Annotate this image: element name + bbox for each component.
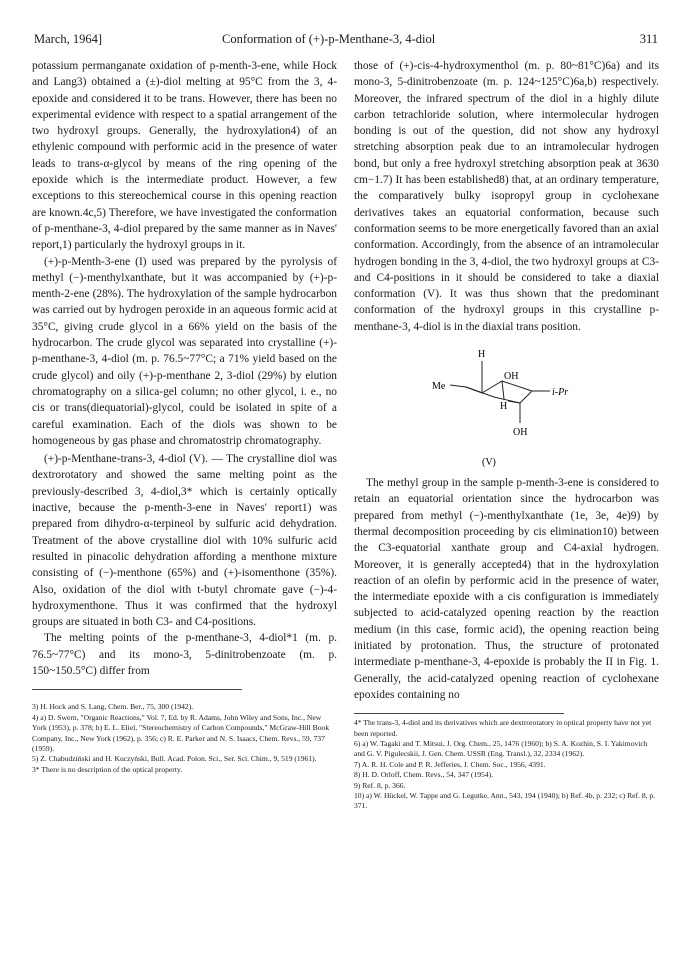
footnote-rule [32, 689, 242, 690]
atom-label: OH [504, 371, 519, 383]
page-number: 311 [639, 32, 658, 46]
right-column [354, 58, 659, 812]
footnote: 5) Z. Chabudziński and H. Kuczyński, Bull. Acad. Polon. Sci., Ser. Sci. Chim., 9, 519 (1961). [32, 754, 317, 764]
paragraph: (+)-p-Menth-3-ene (I) used was prepared by the pyrolysis of methyl (−)-menthylxanthate, but it was accompanied by (+)-p-menth-2-ene (28%). The hydroxylation of the sample hydrocarbon was carried out by hydrogen peroxide in an aqueous formic acid at 35°C, giving crude glycol in a 66% yield on the basis of the hydrocarbon. The crude glycol was separated into crystalline (+)-p-menthane-3, 4-diol (m. p. 76.5~77°C; a 71% yield based on the crude glycol) and oily (+)-p-menthane 2, 3-diol (29%) by elution chromatography on a silica-gel column; no other glycol, i. e., no cis or trans(diequatorial)-glycol, could be isolated in spite of a careful examination. Each of the diols was shown to be homogeneous by gas phase and chromatostrip chromatography. [32, 255, 337, 447]
structure-figure [354, 341, 659, 471]
paragraph: The melting points of the p-menthane-3, 4-diol*1 (m. p. 76.5~77°C) and its mono-3, 5-dinitrobenzoate (m. p. 150~150.5°C) differ from [32, 632, 337, 677]
compound-label: (V) [482, 457, 496, 469]
running-title: Conformation of (+)-p-Menthane-3, 4-diol [222, 32, 436, 46]
atom-label: i-Pr [552, 387, 569, 399]
atom-label: H [500, 401, 508, 413]
footnote: 8) H. D. Orloff, Chem. Revs., 54, 347 (1954). [354, 770, 494, 780]
footnotes [32, 702, 337, 775]
chair-ring [450, 361, 550, 423]
footnote: 6) a) W. Tagaki and T. Mitsui, J. Org. Chem., 25, 1476 (1960); b) S. A. Kozhin, S. I. Yakimovich and G. V. Pigulecskii, J. Gen. Chem. USSR (Eng. Transl.), 32, 2334 (1962). [354, 739, 648, 759]
footnote: 3* There is no description of the optical property. [32, 764, 183, 774]
footnotes [354, 718, 659, 812]
section-paragraph: (+)-p-Menthane-trans-3, 4-diol (V). — The crystalline diol was dextrorotatory and showed the same melting point as the previously-described 3, 4-diol,3* which is certainly optically inactive, because the p-menth-3-ene in Naves' report1) was prepared from dihydro-α-terpineol by sulfuric acid dehydration. Treatment of the above crystalline diol with 10% sulfuric acid resulted in pinacolic dehydration affording a menthone mixture consisting of (−)-menthone (65%) and (+)-isomenthone (35%). Also, oxidation of the diol with t-butyl chromate gave (−)-4-hydroxymenthone. Thus it was confirmed that the hydroxyl groups are situated in both C3- and C4-positions. [32, 453, 337, 629]
running-header [30, 32, 658, 52]
atom-label: OH [513, 427, 528, 439]
footnote: 9) Ref. 8, p. 366. [354, 780, 406, 790]
paragraph: those of (+)-cis-4-hydroxymenthol (m. p. 80~81°C)6a) and its mono-3, 5-dinitrobenzoate (m. p. 124~125°C)6a,b) respectively. Moreover, the infrared spectrum of the diol in a highly dilute carbon tetrachloride solution, where intermolecular hydrogen bonding is out of the question, did not show any hydroxyl stretching absorption peak due to an intramolecular hydrogen bond, but only a free hydroxyl stretching absorption peak at 3630 cm−1.7) It has been established8) that, at an ordinary temperature, the comparatively bulky isopropyl group in cyclohexane derivatives takes an equatorial conformation, because such conformation seems to be more energetically favored than an axial conformation. Accordingly, from the absence of an intramolecular hydrogen bonding in the 3, 4-diol, the two hydroxyl groups at C3- and C4-positions in it should be considered to take a diaxial conformation (V). It was thus shown that the predominant conformation of the hydroxyl groups in this crystalline p-menthane-3, 4-diol is in the diaxial trans position. [354, 60, 659, 333]
footnote: 4) a) D. Swern, "Organic Reactions," Vol. 7, Ed. by R. Adams, John Wiley and Sons, Inc., New York (1953), p. 378; b) E. L. Eliel, "Stereochemistry of Carbon Compounds," McGraw-Hill Book Company, Inc., New York (1962), p. 356; c) R. E. Parker and N. S. Isaacs, Chem. Revs., 59, 737 (1959). [32, 712, 330, 753]
atom-label: Me [432, 381, 446, 393]
footnote: 4* The trans-3, 4-diol and its derivatives which are dextrorotatory in optical property have not yet been reported. [354, 718, 652, 738]
paragraph: potassium permanganate oxidation of p-menth-3-ene, while Hock and Lang3) obtained a (±)-diol melting at 95°C from the 3, 4-epoxide and considered it to be trans. However, there has been no experimental evidence with respect to a spatial arrangement of the two hydroxyl groups. Generally, the hydroxylation4) of an ethylenic compound with performic acid in the presence of water leads to trans-α-glycol by means of the ring opening of the epoxide which is the intermediate product. However, a few exceptions to this stereochemical course in this opening reaction are known.4c,5) Therefore, we have investigated the conformation of p-menthane-3, 4-diol prepared by the same manner as in Naves' report,1) particularly the hydroxyl groups in it. [32, 60, 337, 252]
footnote: 3) H. Hock and S. Lang, Chem. Ber., 75, 300 (1942). [32, 702, 194, 712]
paragraph: The methyl group in the sample p-menth-3-ene is considered to retain an equatorial orientation since the hydrocarbon was prepared from methyl (−)-menthylxanthate (1e, 3e, 4e)9) by thermal decomposition proceeding by cis elimination10) between the C3-equatorial xanthate group and C4-axial hydrogen. Moreover, it is generally accepted4) that in the hydroxylation reaction of an olefin by performic acid in the presence of water, the intermediate epoxide with a cis configuration is immediately subjected to acid-catalyzed opening reaction by the reaction medium (in this case, formic acid), the opening reaction being initiated by protonation. Thus, the structure of protonated intermediate p-menthane-3, 4-epoxide is probably the II in Fig. 1. Generally, the acid-catalyzed opening reaction of cyclohexane epoxides containing no [354, 477, 659, 701]
issue-date: March, 1964] [34, 32, 103, 46]
atom-label: H [478, 349, 486, 361]
chair-structure-diagram [424, 341, 594, 469]
footnote: 10) a) W. Hückel, W. Tappe and G. Legutke, Ann., 543, 194 (1940); b) Ref. 4b, p. 232; c) Ref. 8, p. 371. [354, 791, 656, 811]
footnote: 7) A. R. H. Cole and P. R. Jefferies, J. Chem. Soc., 1956, 4391. [354, 759, 546, 769]
left-column [32, 58, 337, 775]
footnote-rule [354, 713, 564, 714]
